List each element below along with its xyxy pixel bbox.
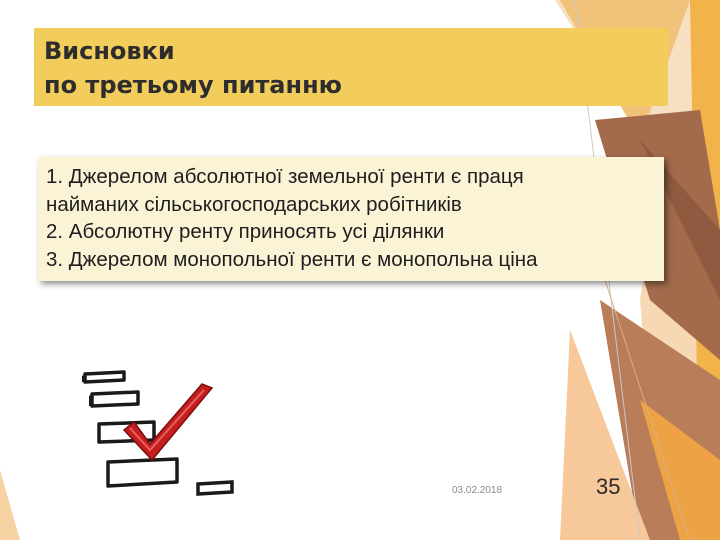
conclusion-line-4: 3. Джерелом монопольної ренти є монопольна ціна xyxy=(46,247,538,271)
slide-page-number: 35 xyxy=(596,474,621,499)
conclusion-line-3: 2. Абсолютну ренту приносять усі ділянки xyxy=(46,220,445,243)
conclusion-line-1: 1. Джерелом абсолютної земельної ренти є праця xyxy=(46,165,524,188)
conclusion-line-2: найманих сільськогосподарських робітників xyxy=(46,192,462,216)
conclusions-box xyxy=(38,157,664,281)
slide-title-box xyxy=(34,28,668,106)
slide-date: 03.02.2018 xyxy=(452,485,503,496)
slide-title-line-2: по третьому питанню xyxy=(44,71,342,99)
checklist-icon xyxy=(72,360,242,505)
slide-title-line-1: Висновки xyxy=(44,37,175,65)
